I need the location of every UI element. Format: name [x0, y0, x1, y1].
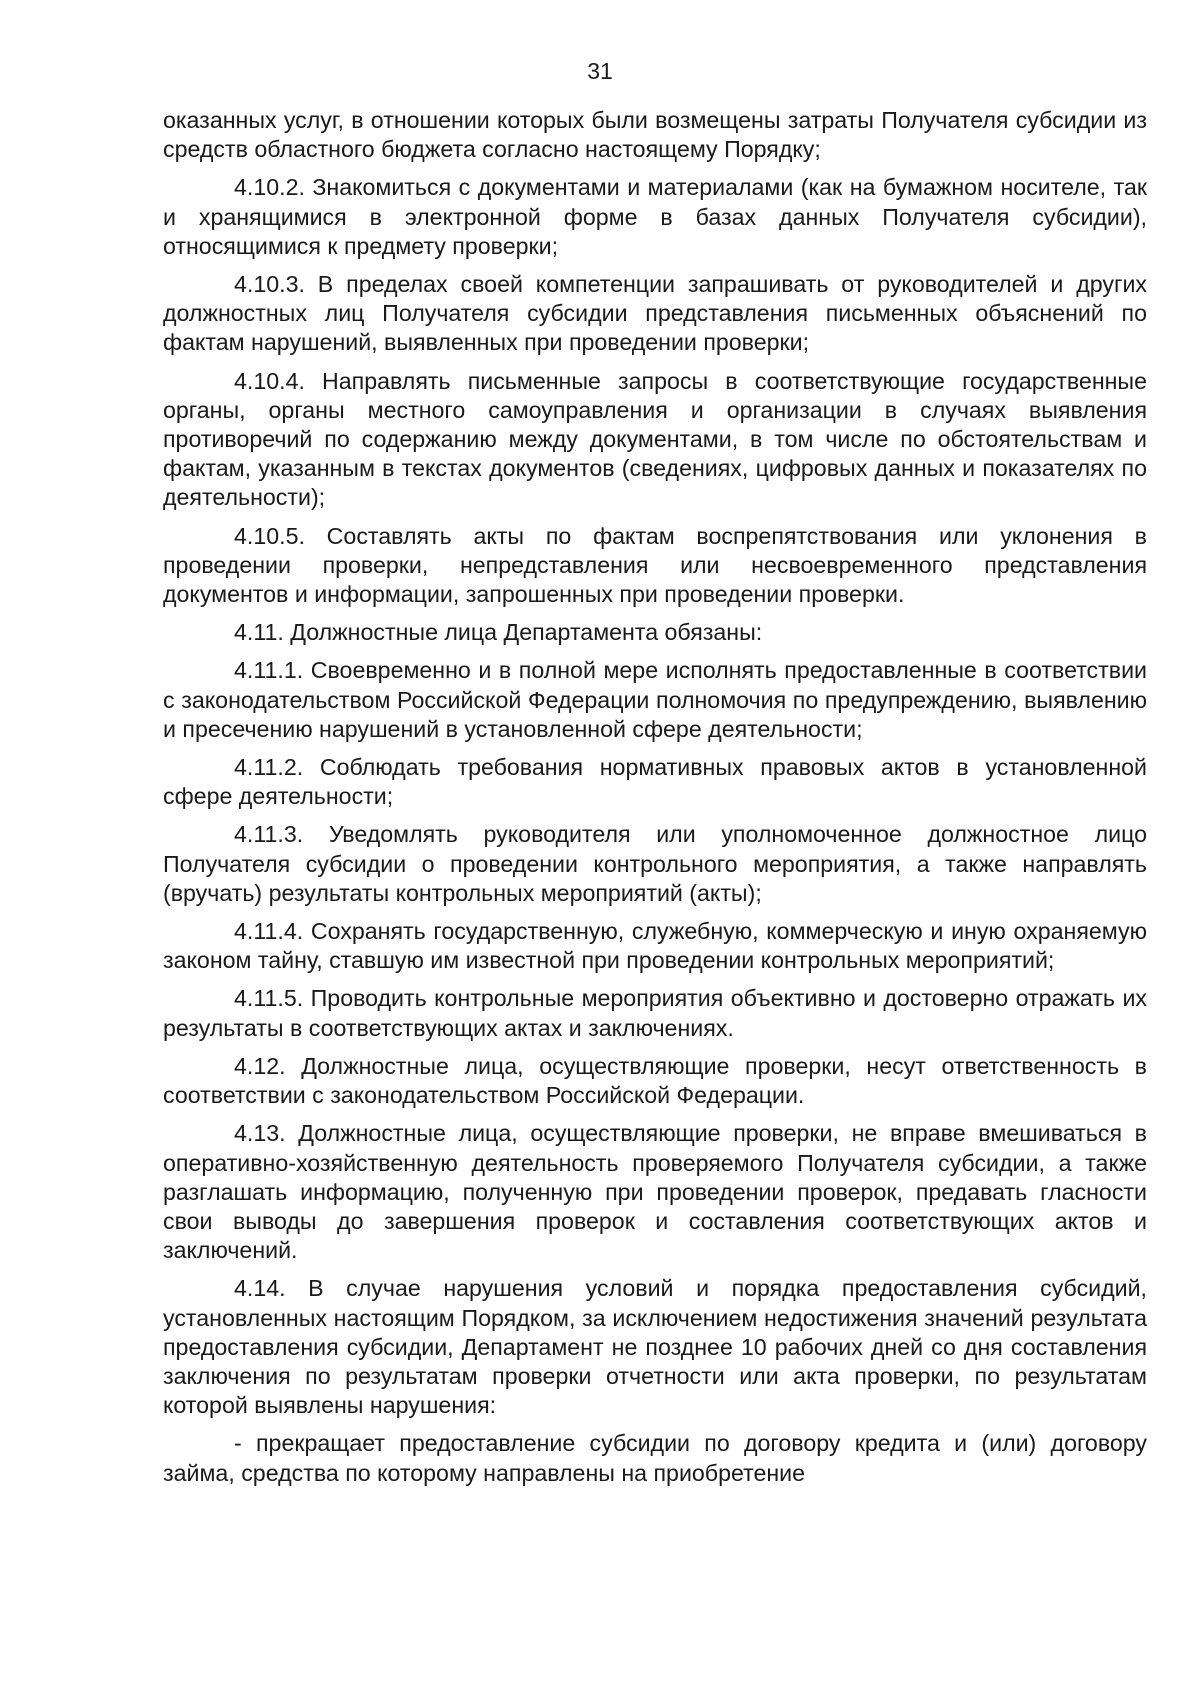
paragraph: - прекращает предоставление субсидии по договору кредита и (или) договору займа, средства по которому направлены на приобретение: [163, 1430, 1147, 1486]
paragraph: 4.11. Должностные лица Департамента обязаны:: [234, 619, 763, 646]
paragraph: 4.11.4. Сохранять государственную, служебную, коммерческую и иную охраняемую законом тайну, ставшую им известной при проведении контрольных мероприятий;: [163, 918, 1147, 974]
paragraph: 4.12. Должностные лица, осуществляющие проверки, несут ответственность в соответствии с законодательством Российской Федерации.: [163, 1052, 1147, 1109]
paragraph: 4.11.3. Уведомлять руководителя или уполномоченное должностное лицо Получателя субсидии о проведении контрольного мероприятия, а также направлять (вручать) результаты контрольных мероприятий (акты);: [163, 821, 1147, 906]
page-number: 31: [587, 58, 613, 84]
paragraph: 4.11.2. Соблюдать требования нормативных правовых актов в установленной сфере деятельности;: [163, 754, 1147, 810]
paragraph: 4.11.1. Своевременно и в полной мере исполнять предоставленные в соответствии с законодательством Российской Федерации полномочия по предупреждению, выявлению и пресечению нарушений в установленной сфере деятельности;: [163, 657, 1147, 742]
paragraph: 4.10.4. Направлять письменные запросы в соответствующие государственные органы, органы местного самоуправления и организации в случаях выявления противоречий по содержанию между документами, в том числе по обстоятельствам и фактам, указанным в текстах документов (сведениях, цифровых данных и показателях по деятельности);: [163, 367, 1147, 511]
paragraph: 4.11.5. Проводить контрольные мероприятия объективно и достоверно отражать их результаты в соответствующих актах и заключениях.: [163, 985, 1147, 1041]
paragraph: 4.10.2. Знакомиться с документами и материалами (как на бумажном носителе, так и хранящимися в электронной форме в базах данных Получателя субсидии), относящимися к предмету проверки;: [163, 174, 1147, 259]
document-body: [163, 106, 1147, 1497]
paragraph: оказанных услуг, в отношении которых были возмещены затраты Получателя субсидии из средств областного бюджета согласно настоящему Порядку;: [163, 107, 1147, 163]
paragraph: 4.10.5. Составлять акты по фактам воспрепятствования или уклонения в проведении проверки, непредставления или несвоевременного представления документов и информации, запрошенных при проведении проверки.: [163, 522, 1147, 608]
paragraph: 4.14. В случае нарушения условий и порядка предоставления субсидий, установленных настоящим Порядком, за исключением недостижения значений результата предоставления субсидии, Департамент не позднее 10 рабочих дней со дня составления заключения по результатам проверки отчетности или акта проверки, по результатам которой выявлены нарушения:: [163, 1275, 1147, 1419]
paragraph: 4.13. Должностные лица, осуществляющие проверки, не вправе вмешиваться в оперативно-хозяйственную деятельность проверяемого Получателя субсидии, а также разглашать информацию, полученную при проведении проверок, предавать гласности свои выводы до завершения проверок и составления соответствующих актов и заключений.: [163, 1120, 1147, 1264]
paragraph: 4.10.3. В пределах своей компетенции запрашивать от руководителей и других должностных лиц Получателя субсидии представления письменных объяснений по фактам нарушений, выявленных при проведении проверки;: [163, 271, 1147, 356]
